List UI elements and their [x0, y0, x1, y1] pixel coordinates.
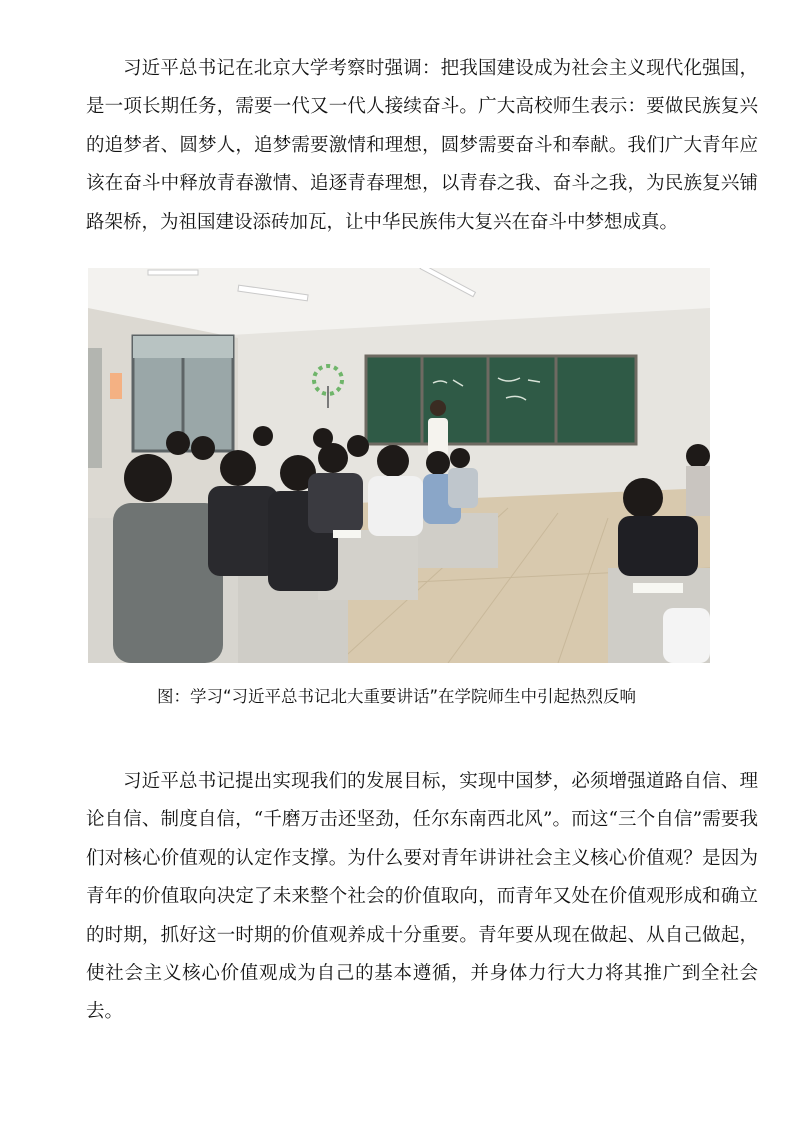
figure-caption: 图：学习“习近平总书记北大重要讲话”在学院师生中引起热烈反响: [156, 687, 637, 706]
classroom-scene: [88, 268, 710, 663]
intro-paragraph: 习近平总书记在北京大学考察时强调：把我国建设成为社会主义现代化强国，是一项长期任务，需要一代又一代人接续奋斗。广大高校师生表示：要做民族复兴的追梦者、圆梦人，追梦需要激情和理想，圆梦需要奋斗和奉献。我们广大青年应该在奋斗中释放青春激情、追逐青春理想，以青春之我、奋斗之我，为民族复兴铺路架桥，为祖国建设添砖加瓦，让中华民族伟大复兴在奋斗中梦想成真。: [86, 58, 758, 233]
classroom-photo: [88, 268, 710, 663]
body-paragraph: 习近平总书记提出实现我们的发展目标，实现中国梦，必须增强道路自信、理论自信、制度自信，“千磨万击还坚劲，任尔东南西北风”。而这“三个自信”需要我们对核心价值观的认定作支撑。为什么要对青年讲讲社会主义核心价值观？是因为青年的价值取向决定了未来整个社会的价值取向，而青年又处在价值观形成和确立的时期，抓好这一时期的价值观养成十分重要。青年要从现在做起、从自己做起，使社会主义核心价值观成为自己的基本遵循，并身体力行大力将其推广到全社会去。: [86, 771, 758, 1023]
